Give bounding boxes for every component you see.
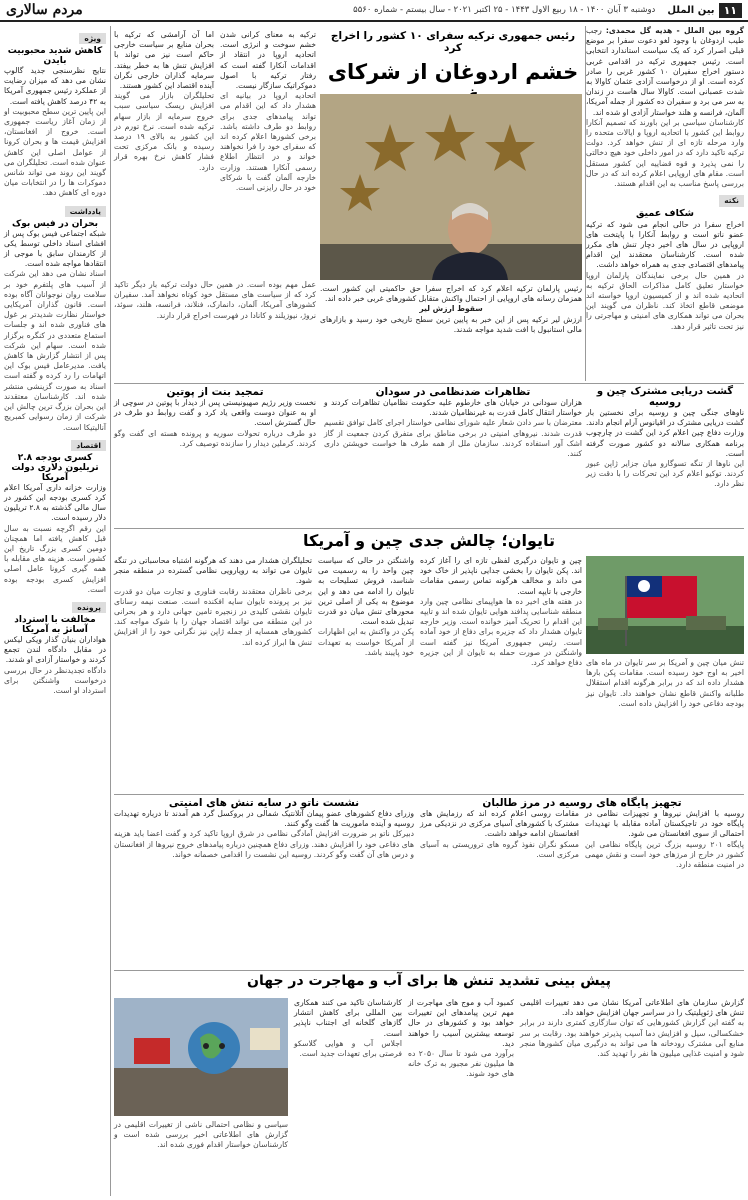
putin-body: نخست وزیر رژیم صهیونیستی پس از دیدار با پوتین در سوچی از او به عنوان دوست واقعی یاد کرد و گفت روابط دو طرف در حال گسترش است. — [114, 398, 316, 428]
filler-text: اسناد نشان می دهد این شرکت از آسیب های پلتفرم خود بر سلامت روان نوجوانان آگاه بوده است. قانون گذاران آمریکایی خواستار نظارت شدیدتر بر غول های فناوری شده اند و جلسات استماع متعددی در کنگره برگزار شده است. سهام این شرکت پس از انتشار گزارش ها کاهش یافت. مدیرعامل فیس بوک این اتهامات را رد کرده و گفته است اسناد به صورت گزینشی منتشر شده اند. کارشناسان معتقدند این بحران بزرگ ترین چالش این شرکت از زمان رسوایی کمبریج آنالیتیکا است. — [4, 269, 106, 432]
filler-text: دادگاه تجدیدنظر در حال بررسی درخواست واشنگتن برای استرداد او است. — [4, 665, 106, 695]
climate-headline-block — [114, 973, 744, 995]
sudan-headline: تظاهرات ضدنظامی در سودان — [375, 386, 531, 398]
taiwan-text-a: چین و تایوان درگیری لفظی تازه ای را آغاز کرده اند. پکن تایوان را بخشی جدایی ناپذیر از خاک خود می داند و مخالف هرگونه تماس رسمی مقامات خارجی با تایپه است. — [420, 556, 582, 596]
sidebar-tag-3: اقتصاد — [71, 440, 106, 451]
taiwan-text-c: تحلیلگران هشدار می دهند که هرگونه اشتباه محاسباتی در تنگه تایوان می تواند به رویارویی نظامی گسترده در منطقه منجر شود. — [114, 556, 312, 586]
sidebar-column — [4, 26, 106, 1196]
climate-text-c: کارشناسان تاکید می کنند همکاری بین المللی برای کاهش انتشار گازهای گلخانه ای اجتناب ناپذیر است. — [294, 998, 402, 1038]
filler-text: معترضان با سر دادن شعار علیه شورای نظامی خواستار اجرای کامل توافق تقسیم قدرت شدند. نیروهای امنیتی در برخی مناطق برای متفرق کردن جمعیت از گاز اشک آور استفاده کردند. سازمان ملل از همه طرف ها خواست خویشتن داری کنند. — [324, 418, 582, 459]
sidebar-headline-2: بحران در فیس بوک — [12, 218, 98, 229]
lead-column-a — [220, 30, 316, 275]
erdogan-photo-illustration — [320, 94, 582, 280]
sidebar-tag-1: ویژه — [79, 33, 106, 44]
filler-text: سیاسی و نظامی احتمالی ناشی از تغییرات اقلیمی در گزارش های اطلاعاتی اخیر بررسی شده است و کارشناسان خواستار اقدام فوری شده اند. — [114, 1120, 288, 1150]
putin-headline: تمجید بنت از پوتین — [166, 386, 264, 398]
filler-text: تحلیلگران بازار می گویند افزایش ریسک سیاسی سبب خروج سرمایه از بازار سهام ترکیه شده است. نرخ تورم در این کشور به بالای ۱۹ درصد رسیده و بانک مرکزی تحت فشار کاهش نرخ بهره قرار دارد. — [114, 91, 214, 172]
climate-column-a — [520, 998, 744, 1196]
filler-text: تنش میان چین و آمریکا بر سر تایوان در ماه های اخیر به اوج خود رسیده است. مقامات پکن بارها هشدار داده اند که در برابر هرگونه اقدام استقلال طلبانه واکنش قاطع نشان خواهند داد. تایوان نیز بودجه دفاعی خود را افزایش داده است. — [586, 658, 744, 708]
taiwan-column-d — [586, 658, 744, 791]
filler-text: مسکو نگران نفوذ گروه های تروریستی به آسیای مرکزی است. — [420, 839, 579, 859]
erdogan-photo — [320, 94, 582, 280]
sidebar-tag-4: پرونده — [72, 602, 106, 613]
note-headline: شکاف عمیق — [635, 208, 695, 220]
sidebar-text-4: هواداران بنیان گذار ویکی لیکس در مقابل دادگاه لندن تجمع کردند و خواستار آزادی او شدند. — [4, 634, 106, 665]
filler-text: اجلاس آب و هوایی گلاسکو فرصتی برای تعهدات جدید است. — [294, 1038, 402, 1059]
taliban-story — [420, 797, 744, 967]
filler-text: کارشناسان سیاسی بر این باورند که تصمیم آنکارا روابط این کشور با اتحادیه اروپا و ایالات متحده را وارد مرحله تازه ای از تنش خواهد کرد. دولت ترکیه تاکید دارد که در امور داخلی خود هیچ دخالتی را نمی پذیرد و قوه قضاییه این کشور مستقل است. مقام های اروپایی اعلام کرده اند که در حال بررسی پاسخ مناسب به این اقدام هستند. — [586, 117, 744, 189]
sidebar-headline-1: کاهش شدید محبوبیت بایدن — [7, 46, 103, 66]
sudan-story — [324, 386, 582, 526]
climate-column-b — [408, 998, 514, 1196]
sidebar-text-3: وزارت خزانه داری آمریکا اعلام کرد کسری بودجه این کشور در سال مالی گذشته به ۲.۸ تریلیون دلار رسیده است. — [4, 482, 107, 523]
section-rule — [114, 794, 744, 795]
lead-kicker: رئیس جمهوری ترکیه سفرای ۱۰ کشور را اخراج کرد — [330, 30, 576, 54]
filler-text: دو طرف درباره تحولات سوریه و پرونده هسته ای گفت وگو کردند. کرملین دیدار را سازنده توصیف کرد. — [114, 428, 316, 448]
filler-text: پایگاه ۲۰۱ روسیه بزرگ ترین پایگاه نظامی این کشور در خارج از مرزهای خود است و نقش مهمی در امنیت منطقه دارد. — [585, 839, 744, 870]
taliban-text-a: روسیه با افزایش نیروها و تجهیزات نظامی در پایگاه خود در تاجیکستان آماده مقابله با تهدیدات احتمالی از سوی افغانستان می شود. — [585, 809, 744, 839]
filler-text: برخی ناظران معتقدند رقابت فناوری و تجارت میان دو قدرت نیز بر پرونده تایوان سایه افکنده است. صنعت نیمه رسانای تایوان نقشی کلیدی در زنجیره تامین جهانی دارد و هر بحرانی در این منطقه می تواند اقتصاد جهان را با شوک مواجه کند. کشورهای همسایه از جمله ژاپن نیز نگرانی خود را از افزایش تنش ها ابراز کرده اند. — [114, 586, 312, 647]
taiwan-headline: تایوان؛ چالش جدی چین و آمریکا — [302, 531, 556, 550]
filler-text: اتحادیه اروپا در بیانیه ای هشدار داد که این اقدام می تواند پیامدهای جدی برای روابط دو طرف داشته باشد. برخی کشورها اعلام کرده اند که سفرای خود را فرا نخواهند خواند و در انتظار اطلاع رسمی آنکارا هستند. وزارت خارجه آلمان گفت با شرکای خود در حال رایزنی است. — [220, 91, 316, 193]
column-rule — [110, 26, 111, 1196]
climate-text-a: گزارش سازمان های اطلاعاتی آمریکا نشان می دهد تغییرات اقلیمی تنش های ژئوپلیتیک را در سراسر جهان افزایش خواهد داد. — [520, 998, 744, 1018]
sea-patrol-story — [586, 386, 744, 526]
column-rule — [585, 26, 586, 381]
sea-patrol-headline: گشت دریایی مشترک چین و روسیه — [596, 386, 734, 408]
nato-story — [114, 797, 414, 967]
lead-column-d — [114, 280, 316, 380]
taiwan-headline-block — [114, 531, 744, 553]
note-body: اخراج سفرا در حالی انجام می شود که ترکیه عضو ناتو است و روابط آنکارا با پایتخت های اروپایی در سال های اخیر دچار تنش های مکرر شده است. کارشناسان معتقدند این اقدام پیامدهای اقتصادی جدی به همراه خواهد داشت. — [586, 219, 744, 270]
climate-text-b: کمبود آب و موج های مهاجرت از مهم ترین پیامدهای این تغییرات خواهد بود و کشورهای در حال توسعه بیشترین آسیب را خواهند دید. — [408, 998, 514, 1048]
lead-body: رجب طیب اردوغان با وجود لغو دعوت سفرا بر موضع قبلی اصرار کرد که یک سیاست استاندارد انتخابی است. رئیس جمهوری ترکیه در اقدامی غربی دستور اخراج سفیران ۱۰ کشور غربی را صادر کرده است. او از درخواست آزادی عثمان کاوالا به شدت عصبانی است. کاوالا سال هاست در زندان به سر می برد و سفیران ده کشور از جمله آمریکا، آلمان، فرانسه و هلند خواستار آزادی او شده اند. — [586, 26, 745, 117]
filler-text: در هفته های اخیر ده ها هواپیمای نظامی چین وارد منطقه شناسایی پدافند هوایی تایوان شده اند و تایپه این اقدام را تحریک آمیز خوانده است. وزیر خارجه تایوان هشدار داد که جزیره برای دفاع از خود آماده است. رئیس جمهوری آمریکا نیز گفته است واشنگتن در صورت حمله به تایوان از این جزیره دفاع خواهد کرد. — [420, 596, 582, 668]
flag-icon — [627, 576, 697, 618]
section-name: بین الملل — [667, 4, 715, 16]
climate-column-d — [114, 1120, 288, 1196]
taiwan-flag-illustration — [586, 556, 744, 654]
sidebar-headline-3: کسری بودجه ۲.۸ تریلیون دلاری دولت آمریکا — [11, 452, 99, 483]
col3-subtext: ارزش لیر ترکیه پس از این خبر به پایین ترین سطح تاریخی خود رسید و بازارهای مالی استانبول با افت شدید مواجه شدند. — [320, 314, 582, 334]
putin-story — [114, 386, 316, 526]
section-rule — [114, 383, 744, 384]
nato-headline: نشست ناتو در سایه تنش های امنیتی — [168, 797, 360, 809]
note-tag: نکته — [719, 195, 744, 207]
newspaper-brand: مردم سالاری — [6, 2, 83, 18]
globe-icon — [188, 1022, 240, 1074]
sudan-body: هزاران سودانی در خیابان های خارطوم علیه حکومت نظامیان تظاهرات کردند و خواستار انتقال کامل قدرت به غیرنظامیان شدند. — [324, 398, 582, 418]
climate-column-c — [294, 998, 402, 1196]
lead-column-b — [114, 30, 214, 275]
sidebar-headline-4: مخالفت با استرداد آسانژ به آمریکا — [14, 614, 96, 635]
nato-body: وزرای دفاع کشورهای عضو پیمان آتلانتیک شمالی در بروکسل گرد هم آمدند تا درباره تهدیدات روسیه و آینده ماموریت ها گفت وگو کنند. — [114, 809, 414, 829]
filler-text: برآورد می شود تا سال ۲۰۵۰ ده ها میلیون نفر مجبور به ترک خانه های خود شوند. — [408, 1049, 514, 1079]
filler-text: عمل مهم بوده است. در همین حال دولت ترکیه بار دیگر تاکید کرد که از سیاست های مستقل خود کوتاه نخواهد آمد. سفیران کشورهای آمریکا، آلمان، دانمارک، فنلاند، فرانسه، هلند، سوئد، نروژ، نیوزیلند و کانادا در فهرست اخراج قرار دارند. — [114, 280, 316, 320]
taiwan-column-a — [420, 556, 582, 791]
filler-text: به گفته این گزارش کشورهایی که توان سازگاری کمتری دارند در برابر خشکسالی، سیل و افزایش دما آسیب پذیرتر خواهند بود. رقابت بر سر منابع آبی مشترک رودخانه ها می تواند به درگیری میان کشورها منجر شود و امنیت غذایی میلیون ها نفر را تهدید کند. — [520, 1018, 744, 1059]
issue-line: دوشنبه ۳ آبان ۱۴۰۰ - ۱۸ ربیع الاول ۱۴۴۳ - ۲۵ اکتبر ۲۰۲۱ - سال بیستم - شماره ۵۵۶۰ — [353, 5, 656, 15]
climate-headline: پیش بینی تشدید تنش ها برای آب و مهاجرت در جهان — [247, 973, 611, 989]
filler-text: این پایین ترین سطح محبوبیت او از زمان آغاز ریاست جمهوری است. خروج از افغانستان، افزایش قیمت ها و بحران کرونا از عوامل اصلی این کاهش عنوان شده است. تحلیلگران می گویند این روند می تواند شانس دموکرات ها را در انتخابات میان دوره ای کاهش دهد. — [4, 106, 106, 198]
lead-headline: خشم اردوغان از شرکای — [327, 60, 579, 84]
page-number: ۱۱ — [719, 3, 742, 18]
sidebar-text-2: شبکه اجتماعی فیس بوک پس از افشای اسناد داخلی توسط یکی از کارمندان سابق با موجی از انتقادها مواجه شده است. — [4, 228, 106, 269]
lead-text-b: اما آن آرامشی که ترکیه با بحران منابع بر سیاست خارجی حاکم است نیز می تواند با افزایش تنش ها به خطر بیفتد. سرمایه گذاران خارجی نگران آینده اقتصاد این کشور هستند. — [114, 30, 214, 91]
climate-protest-illustration — [114, 998, 288, 1116]
filler-text: در همین حال برخی نمایندگان پارلمان اروپا خواستار تعلیق کامل مذاکرات الحاق ترکیه به اتحادیه شده اند و از کمیسیون اروپا خواسته اند موضعی قاطع اتخاذ کند. ناظران می گویند این بحران می تواند همکاری های امنیتی و مهاجرتی را نیز تحت تاثیر قرار دهد. — [586, 270, 744, 331]
taliban-headline: تجهیز پایگاه های روسیه در مرز طالبان — [482, 797, 682, 809]
section-rule — [114, 528, 744, 529]
taiwan-photo — [586, 556, 744, 654]
filler-text: این ناوها از تنگه تسوگارو میان جزایر ژاپن عبور کردند. توکیو اعلام کرد این تحرکات را با دقت زیر نظر دارد. — [586, 459, 744, 489]
taiwan-column-b — [318, 556, 414, 791]
filler-text: دبیرکل ناتو بر ضرورت افزایش آمادگی نظامی در شرق اروپا تاکید کرد و گفت اعضا باید هزینه های دفاعی خود را افزایش دهند. وزرای دفاع همچنین درباره پیامدهای خروج نیروها از افغانستان و درس های آن گفت وگو کردند. روسیه این نشست را اقدامی خصمانه خواند. — [114, 829, 414, 859]
taiwan-column-c — [114, 556, 312, 791]
lead-headline-block — [324, 30, 582, 92]
masthead — [0, 0, 748, 22]
col3-subhead: سقوط ارزش لیر — [419, 304, 483, 314]
section-rule — [114, 970, 744, 971]
lead-intro: گروه بین الملل - هدیه گل محمدی: — [605, 26, 745, 35]
sidebar-tag-2: یادداشت — [65, 206, 106, 217]
lead-column-c — [320, 284, 582, 380]
sidebar-text-1: نتایج نظرسنجی جدید گالوپ نشان می دهد که میزان رضایت از عملکرد رئیس جمهوری آمریکا به ۴۲ درصد کاهش یافته است. — [4, 66, 106, 106]
col3-text: رئیس پارلمان ترکیه اعلام کرد که اخراج سفرا حق حاکمیتی این کشور است. همزمان رسانه های اروپایی از احتمال واکنش متقابل کشورهای غربی خبر داده اند. — [320, 284, 582, 304]
section-label — [667, 3, 742, 18]
lead-text-a: ترکیه به معنای کرانی شدن خشم سوخت و انرژی است. اتحادیه اروپا در انتقاد از اقدامات آنکارا گفته است که رفتار ترکیه با اصول دموکراتیک سازگار نیست. — [220, 30, 316, 91]
taiwan-text-b: واشنگتن در حالی که سیاست چین واحد را به رسمیت می شناسد، فروش تسلیحات به تایوان را ادامه می دهد و این موضوع به یکی از اصلی ترین محورهای تنش میان دو قدرت تبدیل شده است. — [318, 556, 414, 627]
filler-text: پکن در واکنش به این اظهارات از آمریکا خواست به تعهدات خود پایبند باشد. — [318, 627, 414, 657]
sea-patrol-body: ناوهای جنگی چین و روسیه برای نخستین بار گشت دریایی مشترک در اقیانوس آرام انجام دادند. وزارت دفاع چین اعلام کرد این گشت در چارچوب برنامه همکاری سالانه دو کشور صورت گرفته است. — [586, 408, 744, 458]
filler-text: این رقم اگرچه نسبت به سال قبل کاهش یافته اما همچنان دومین کسری بزرگ تاریخ این کشور است. هزینه های مقابله با همه گیری کرونا عامل اصلی افزایش کسری بودجه بوده است. — [4, 523, 106, 594]
climate-protest-photo — [114, 998, 288, 1116]
taliban-text-b: مقامات روسی اعلام کرده اند که رزمایش های مشترک با کشورهای آسیای مرکزی در نزدیکی مرز افغانستان ادامه خواهد داشت. — [420, 809, 579, 839]
